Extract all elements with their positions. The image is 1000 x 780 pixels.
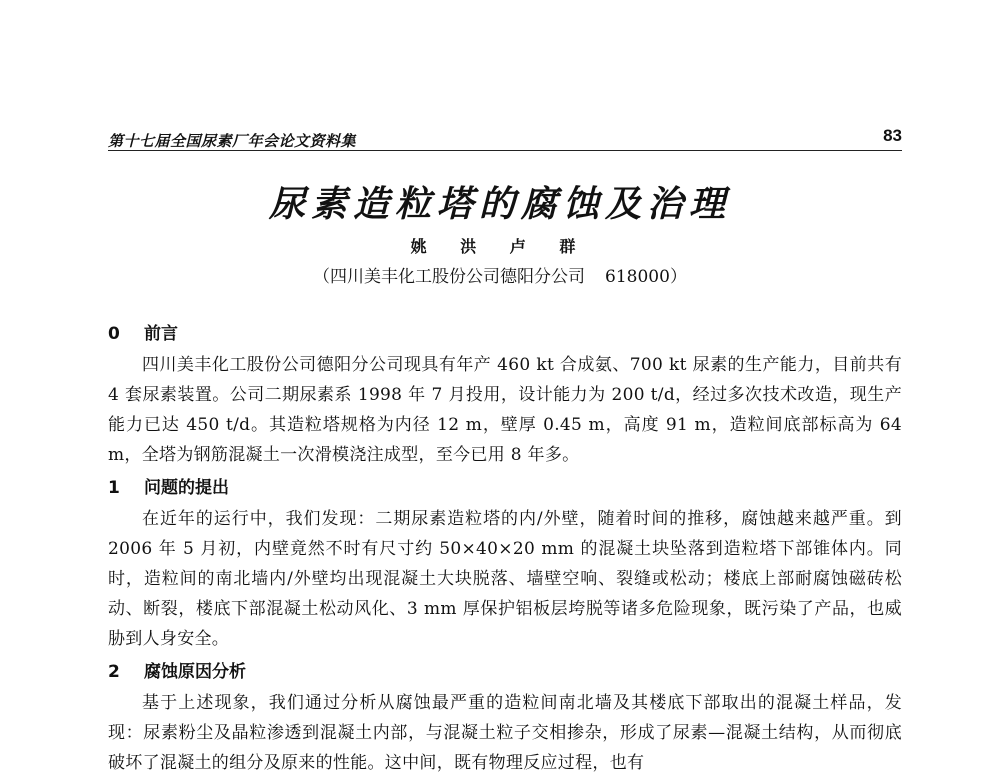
article-body: [108, 318, 902, 780]
running-header: [108, 126, 902, 150]
section-heading-cause-analysis: [108, 656, 902, 688]
section-title: 问题的提出: [144, 478, 229, 498]
section-heading-preface: [108, 318, 902, 350]
paragraph-cause-analysis: 基于上述现象，我们通过分析从腐蚀最严重的造粒间南北墙及其楼底下部取出的混凝土样品，发现：尿素粉尘及晶粒渗透到混凝土内部，与混凝土粒子交相掺杂，形成了尿素—混凝土结构，从而彻底破坏了混凝土的组分及原来的性能。这中间，既有物理反应过程，也有: [108, 693, 902, 773]
section-number: 0: [108, 324, 120, 344]
page-number: 83: [883, 126, 902, 145]
paragraph-preface: 四川美丰化工股份公司德阳分公司现具有年产 460 kt 合成氨、700 kt 尿素的生产能力，目前共有 4 套尿素装置。公司二期尿素系 1998 年 7 月投用，设计能力为 200 t/d，经过多次技术改造，现生产能力已达 450 t/d。其造粒塔规格为内径 12 m，壁厚 0.45 m，高度 91 m，造粒间底部标高为 64 m，全塔为钢筋混凝土一次滑模浇注成型，至今已用 8 年多。: [108, 355, 902, 465]
section-title: 前言: [144, 324, 178, 344]
postal-code: 618000）: [605, 267, 687, 287]
section-title: 腐蚀原因分析: [144, 662, 246, 682]
article-title: 尿素造粒塔的腐蚀及治理: [268, 183, 731, 225]
journal-name: 第十七届全国尿素厂年会论文资料集: [108, 132, 357, 150]
paragraph-problem: 在近年的运行中，我们发现：二期尿素造粒塔的内/外壁，随着时间的推移，腐蚀越来越严重。到 2006 年 5 月初，内壁竟然不时有尺寸约 50×40×20 mm 的混凝土块坠落到造粒塔下部锥体内。同时，造粒间的南北墙内/外壁均出现混凝土大块脱落、墙壁空响、裂缝或松动；楼底上部耐腐蚀磁砖松动、断裂，楼底下部混凝土松动风化、3 mm 厚保护铝板层垮脱等诸多危险现象，既污染了产品，也威胁到人身安全。: [108, 509, 902, 649]
article-authors: 姚 洪 卢 群: [410, 237, 590, 256]
section-heading-problem: [108, 472, 902, 504]
section-number: 1: [108, 478, 120, 498]
section-number: 2: [108, 662, 120, 682]
article-affiliation: [0, 262, 1000, 287]
header-rule: [108, 150, 902, 151]
affiliation-name: （四川美丰化工股份公司德阳分公司: [313, 267, 586, 287]
